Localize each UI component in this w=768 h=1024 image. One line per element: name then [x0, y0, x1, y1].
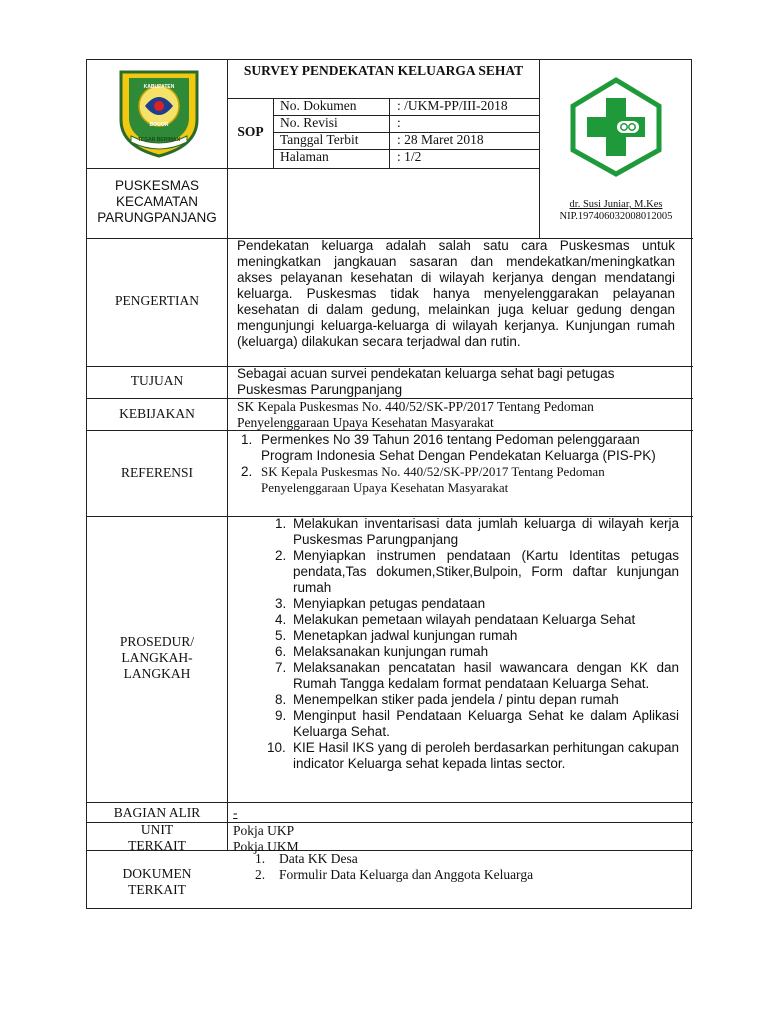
signatory-name: dr. Susi Juniar, M.Kes — [569, 199, 663, 210]
meta-value-no-revisi: : — [397, 115, 401, 130]
dokumen-terkait-item — [255, 851, 533, 867]
label-dokumen-terkait-line-1: DOKUMEN — [122, 866, 192, 881]
logo-text-bogor: BOGOR — [149, 122, 169, 128]
step-text: Menempelkan stiker pada jendela / pintu depan rumah — [293, 692, 619, 707]
prosedur-steps — [267, 516, 679, 772]
signatory-nip: NIP.197406032008012005 — [559, 211, 673, 222]
referensi-list — [237, 432, 681, 496]
meta-value-tanggal-terbit: : 28 Maret 2018 — [397, 132, 484, 147]
unit-terkait-item: Pokja UKP — [233, 823, 295, 838]
label-prosedur-line-3: LANGKAH — [123, 666, 191, 681]
step-text: Melakukan inventarisasi data jumlah keluarga di wilayah kerja Puskesmas Parungpanjang — [293, 516, 679, 547]
label-unit-terkait — [87, 822, 227, 854]
dokumen-text: Data KK Desa — [279, 851, 358, 866]
institution-line-2: KECAMATAN — [115, 194, 198, 209]
meta-label-halaman: Halaman — [280, 149, 329, 164]
step-number: 3. — [275, 596, 287, 611]
sop-document — [86, 59, 692, 909]
logo-text-kabupaten: KABUPATEN — [143, 84, 175, 90]
prosedur-step — [267, 644, 679, 660]
step-number: 2. — [275, 548, 287, 563]
label-prosedur-line-1: PROSEDUR/ — [119, 634, 195, 649]
institution-line-1: PUSKESMAS — [114, 178, 200, 193]
label-prosedur-line-2: LANGKAH- — [121, 650, 193, 665]
dokumen-number: 1. — [255, 851, 266, 866]
label-pengertian: PENGERTIAN — [115, 293, 199, 308]
label-dokumen-terkait — [87, 866, 227, 898]
sop-label: SOP — [237, 124, 264, 139]
referensi-item — [237, 464, 681, 496]
puskesmas-logo — [569, 76, 663, 178]
step-number: 7. — [275, 660, 287, 675]
step-text: Menyiapkan instrumen pendataan (Kartu Identitas petugas pendata,Tas dokumen,Stiker,Bulpoin, Form daftar kunjungan rumah — [293, 548, 679, 595]
unit-terkait-item: Pokja UKM — [233, 839, 299, 854]
step-number: 4. — [275, 612, 287, 627]
step-number: 9. — [275, 708, 287, 723]
step-text: Menginput hasil Pendataan Keluarga Sehat ke dalam Aplikasi Keluarga Sehat. — [293, 708, 679, 739]
step-number: 1. — [275, 516, 287, 531]
meta-value-no-dokumen: : /UKM-PP/III-2018 — [397, 98, 508, 113]
logo-text-motto: TEGAR BERIMAN — [137, 137, 181, 143]
step-text: Melaksanakan kunjungan rumah — [293, 644, 489, 659]
kabupaten-bogor-logo — [117, 66, 201, 158]
step-text: Menyiapkan petugas pendataan — [293, 596, 486, 611]
step-text: Melakukan pemetaan wilayah pendataan Keluarga Sehat — [293, 612, 636, 627]
label-unit-terkait-line-1: UNIT — [140, 822, 174, 837]
label-kebijakan: KEBIJAKAN — [119, 406, 195, 421]
label-bagian-alir: BAGIAN ALIR — [113, 805, 201, 820]
institution-line-3: PARUNGPANJANG — [97, 210, 217, 225]
text-pengertian: Pendekatan keluarga adalah salah satu cara Puskesmas untuk meningkatkan jangkauan sasaran dan mendekatkan/meningkatkan akses pelayanan kesehatan di wilayah kerjanya dengan mendatangi keluarga. Puskesmas tidak hanya menyelenggarakan pelayanan kesehatan di dalam gedung, melainkan juga keluar gedung dengan mengunjungi keluarga-keluarga di wilayah kerjanya. Kunjungan rumah (keluarga) dilakukan secara terjadwal dan rutin. — [237, 238, 675, 349]
meta-value-halaman: : 1/2 — [397, 149, 422, 164]
prosedur-step — [267, 548, 679, 596]
prosedur-step — [267, 660, 679, 692]
value-bagian-alir: - — [233, 805, 238, 820]
step-text: KIE Hasil IKS yang di peroleh berdasarkan perhitungan cakupan indicator Keluarga sehat kepada lintas sector. — [293, 740, 679, 771]
header-bottom-line — [87, 168, 539, 169]
prosedur-step — [267, 596, 679, 612]
prosedur-step — [267, 612, 679, 628]
referensi-number: 1. — [241, 432, 253, 447]
prosedur-step — [267, 692, 679, 708]
step-number: 8. — [275, 692, 287, 707]
puskesmas-cross-icon — [569, 76, 663, 178]
text-tujuan: Sebagai acuan survei pendekatan keluarga sehat bagi petugas Puskesmas Parungpanjang — [237, 366, 615, 397]
referensi-item — [237, 432, 681, 464]
dokumen-text: Formulir Data Keluarga dan Anggota Keluarga — [279, 867, 534, 882]
row-line-prosedur — [87, 802, 693, 803]
dokumen-terkait-list — [255, 851, 533, 883]
referensi-text: Permenkes No 39 Tahun 2016 tentang Pedoman pelenggaraan Program Indonesia Sehat Dengan Pendekatan Keluarga (PIS-PK) — [261, 432, 656, 463]
step-number: 10. — [267, 740, 286, 755]
institution-name — [87, 178, 227, 226]
step-text: Menetapkan jadwal kunjungan rumah — [293, 628, 518, 643]
document-title: SURVEY PENDEKATAN KELUARGA SEHAT — [243, 63, 524, 78]
meta-label-no-dokumen: No. Dokumen — [280, 98, 357, 113]
label-prosedur — [87, 634, 227, 682]
label-column-divider — [227, 60, 228, 850]
signature-block — [539, 199, 693, 223]
step-number: 5. — [275, 628, 287, 643]
dokumen-terkait-item — [255, 867, 533, 883]
dokumen-number: 2. — [255, 867, 266, 882]
label-referensi: REFERENSI — [120, 465, 193, 480]
prosedur-step — [267, 516, 679, 548]
label-dokumen-terkait-line-2: TERKAIT — [128, 882, 186, 897]
bogor-shield-icon — [117, 66, 201, 158]
text-kebijakan: SK Kepala Puskesmas No. 440/52/SK-PP/2017 Tentang Pedoman Penyelenggaraan Upaya Kesehatan Masyarakat — [237, 399, 594, 430]
referensi-text: SK Kepala Puskesmas No. 440/52/SK-PP/2017 Tentang Pedoman Penyelenggaraan Upaya Kesehatan Masyarakat — [261, 464, 605, 495]
sop-divider — [273, 98, 274, 168]
step-text: Melaksanakan pencatatan hasil wawancara dengan KK dan Rumah Tangga kedalam format pendataan Keluarga Sehat. — [293, 660, 679, 691]
referensi-number: 2. — [241, 464, 253, 479]
label-unit-terkait-line-2: TERKAIT — [128, 838, 186, 853]
label-tujuan: TUJUAN — [130, 373, 184, 388]
prosedur-step — [267, 740, 679, 772]
prosedur-step — [267, 708, 679, 740]
prosedur-step — [267, 628, 679, 644]
meta-label-no-revisi: No. Revisi — [280, 115, 338, 130]
meta-divider — [389, 98, 390, 168]
meta-label-tanggal-terbit: Tanggal Terbit — [280, 132, 359, 147]
step-number: 6. — [275, 644, 287, 659]
